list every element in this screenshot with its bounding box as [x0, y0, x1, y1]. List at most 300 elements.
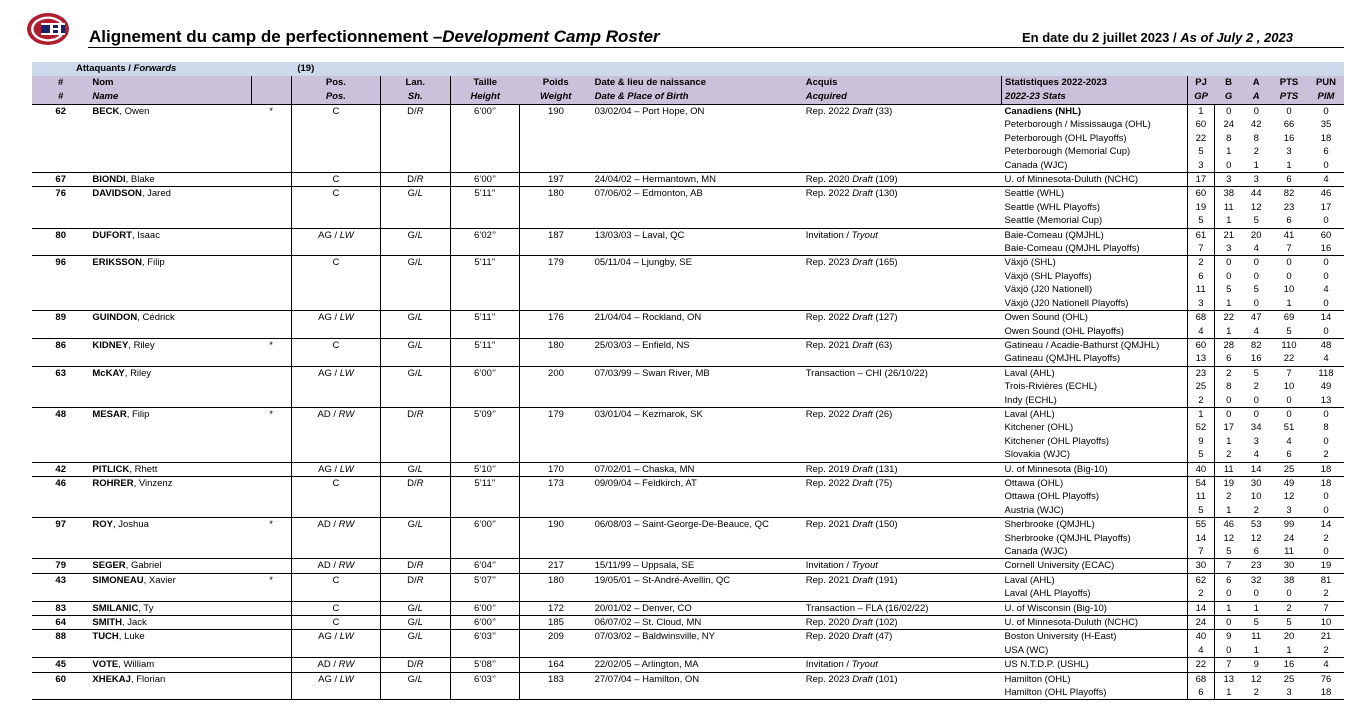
stat-pim [1308, 601, 1344, 615]
stat-pts-value: 22 [1283, 353, 1295, 365]
stat-team-line: Växjö (J20 Nationell) [1004, 284, 1093, 296]
player-first-name: Xavier [148, 574, 176, 586]
stat-a-value: 42 [1250, 119, 1262, 131]
name-separator: , [141, 188, 148, 200]
shoots-fr: G/ [407, 188, 418, 200]
acquired-italic: Draft [852, 673, 873, 685]
player-birth: 15/11/99 – Uppsala, SE [592, 559, 803, 573]
stat-team-line: Trois-Rivières (ECHL) [1004, 381, 1098, 393]
stat-pts-value: 49 [1283, 477, 1295, 489]
player-birth: 06/08/03 – Saint-George-De-Beauce, QC [592, 518, 803, 559]
player-acquired [803, 573, 1002, 601]
stat-gp-value: 5 [1198, 504, 1204, 516]
stat-a-value: 3 [1253, 435, 1259, 447]
stat-g [1215, 601, 1243, 615]
player-name [89, 601, 251, 615]
stat-pts [1270, 476, 1308, 517]
player-name [89, 187, 251, 228]
stat-g [1215, 462, 1243, 476]
acquired-plain: Rep. 2021 [805, 574, 853, 586]
stat-a-value: 4 [1253, 243, 1259, 255]
stat-team-line: Boston University (H-East) [1004, 631, 1117, 643]
acquired-italic: Tryout [851, 560, 878, 572]
player-stats-team [1002, 187, 1188, 228]
stat-g-value: 1 [1226, 325, 1232, 337]
stat-pts-value: 1 [1286, 644, 1292, 656]
player-first-name: Jared [147, 188, 171, 200]
player-birth: 07/02/01 – Chaska, MN [592, 462, 803, 476]
player-position [291, 518, 380, 559]
stat-gp [1187, 366, 1215, 407]
stat-gp-value: 11 [1195, 284, 1206, 296]
name-separator: , [133, 477, 139, 489]
acquired-tail: (75) [872, 477, 893, 489]
player-weight: 180 [520, 338, 592, 366]
player-height: 5’11’’ [450, 338, 520, 366]
player-row [32, 658, 1344, 672]
stat-a-value: 5 [1253, 284, 1259, 296]
stat-pim-value: 4 [1323, 284, 1329, 296]
name-separator: , [118, 659, 124, 671]
stat-pim-value: 0 [1323, 546, 1329, 557]
player-flag: * [251, 407, 291, 462]
column-header: A [1242, 76, 1270, 90]
stat-team-line: Kitchener (OHL) [1004, 422, 1074, 434]
player-birth: 09/09/04 – Feldkirch, AT [592, 476, 803, 517]
stat-gp-value: 61 [1195, 229, 1207, 241]
player-position [291, 559, 380, 573]
player-number: 63 [32, 366, 89, 407]
stat-team-line: US N.T.D.P. (USHL) [1004, 659, 1089, 671]
acquired-italic: Draft [852, 188, 873, 200]
stat-gp [1187, 616, 1215, 630]
roster-table [32, 62, 1344, 700]
stat-g-value: 11 [1223, 463, 1234, 475]
player-name [89, 338, 251, 366]
column-header: Poids [520, 76, 592, 90]
player-height: 5’11’’ [450, 256, 520, 311]
name-separator: , [118, 631, 125, 643]
acquired-italic: Draft [852, 257, 873, 269]
stat-g-value: 0 [1226, 617, 1232, 629]
player-last-name: MESAR [92, 408, 127, 420]
acquired-plain: Rep. 2020 [805, 617, 853, 629]
player-birth: 13/03/03 – Laval, QC [592, 228, 803, 256]
stat-a [1242, 311, 1270, 339]
shoots-en: R [416, 574, 424, 586]
player-birth: 19/05/01 – St-André-Avellin, QC [592, 573, 803, 601]
name-separator: , [128, 339, 134, 351]
shoots-fr: G/ [407, 617, 418, 629]
stat-pts-value: 3 [1286, 687, 1292, 699]
stat-a-value: 10 [1250, 491, 1262, 503]
stat-pim-value: 14 [1320, 519, 1332, 531]
acquired-plain: Rep. 2022 [805, 312, 853, 324]
player-number: 62 [32, 105, 89, 173]
stat-gp [1187, 105, 1215, 173]
stat-g-value: 0 [1226, 644, 1232, 656]
player-stats-team [1002, 573, 1188, 601]
player-row [32, 311, 1344, 339]
stat-gp-value: 40 [1195, 631, 1207, 643]
stat-pim [1308, 658, 1344, 672]
player-first-name: Filip [147, 257, 165, 269]
stat-team-line: Sherbrooke (QMJHL Playoffs) [1004, 532, 1131, 544]
stat-pts-value: 24 [1283, 532, 1295, 544]
player-height: 6’00’’ [450, 173, 520, 187]
stat-gp [1187, 658, 1215, 672]
stat-pts-value: 7 [1286, 367, 1292, 379]
stat-team-line: Växjö (J20 Nationell Playoffs) [1004, 297, 1129, 309]
stat-a [1242, 630, 1270, 658]
stat-pts-value: 0 [1286, 408, 1292, 420]
stat-pim [1308, 256, 1344, 311]
stat-gp-value: 2 [1198, 588, 1204, 600]
stat-pim-value: 118 [1318, 367, 1334, 379]
title-french: Alignement du camp de perfectionnement – [89, 27, 443, 46]
player-row [32, 518, 1344, 559]
stat-pts-value: 82 [1283, 188, 1295, 200]
stat-pts [1270, 228, 1308, 256]
stat-a-value: 6 [1253, 546, 1259, 557]
acquired-tail: (47) [872, 631, 893, 643]
stat-g-value: 0 [1226, 408, 1232, 420]
player-flag [251, 228, 291, 256]
section-count: (19) [251, 62, 450, 76]
player-row [32, 105, 1344, 173]
stat-team-line: Ottawa (OHL Playoffs) [1004, 491, 1100, 503]
player-row [32, 462, 1344, 476]
stat-a-value: 0 [1253, 408, 1259, 420]
stat-pim-value: 16 [1320, 243, 1332, 255]
player-last-name: ROY [92, 519, 113, 531]
shoots-fr: G/ [407, 673, 418, 685]
stat-team-line: Laval (AHL) [1004, 574, 1055, 586]
player-weight: 197 [520, 173, 592, 187]
stat-gp-value: 3 [1198, 297, 1204, 309]
player-stats-team [1002, 173, 1188, 187]
stat-pim-value: 48 [1320, 339, 1332, 351]
player-acquired [803, 311, 1002, 339]
stat-g [1215, 518, 1243, 559]
stat-team-line: U. of Minnesota-Duluth (NCHC) [1004, 617, 1139, 629]
shoots-en: R [416, 659, 424, 671]
column-header [251, 90, 291, 105]
stat-gp-value: 7 [1198, 546, 1204, 557]
stat-pts [1270, 311, 1308, 339]
stat-pts-value: 7 [1286, 243, 1292, 255]
acquired-plain: Transaction – CHI (26/10/22) [805, 367, 928, 379]
stat-pim-value: 0 [1323, 504, 1329, 516]
shoots-fr: G/ [407, 312, 418, 324]
stat-gp-value: 2 [1198, 394, 1204, 406]
stat-g [1215, 173, 1243, 187]
stat-a-value: 4 [1253, 325, 1259, 337]
stat-g-value: 0 [1226, 106, 1232, 117]
player-position: C [291, 338, 380, 366]
header-rule [88, 47, 1344, 48]
stat-g-value: 1 [1226, 297, 1232, 309]
shoots-fr: G/ [407, 463, 418, 475]
name-separator: , [125, 174, 131, 186]
stat-a-value: 53 [1250, 519, 1262, 531]
stat-pim [1308, 105, 1344, 173]
stat-gp-value: 14 [1195, 532, 1207, 544]
shoots-fr: G/ [407, 631, 418, 643]
player-shoots [380, 559, 450, 573]
name-separator: , [130, 673, 137, 685]
stat-a-value: 82 [1250, 339, 1262, 351]
acquired-plain: Rep. 2022 [805, 408, 853, 420]
stat-a-value: 5 [1253, 215, 1259, 227]
stat-team-line: Indy (ECHL) [1004, 394, 1057, 406]
player-row [32, 187, 1344, 228]
stat-pim-value: 4 [1323, 353, 1329, 365]
player-number: 83 [32, 601, 89, 615]
player-last-name: BIONDI [92, 174, 126, 186]
player-name [89, 173, 251, 187]
shoots-en: R [416, 560, 424, 572]
stat-pts-value: 0 [1286, 270, 1292, 282]
player-weight: 172 [520, 601, 592, 615]
player-number: 97 [32, 518, 89, 559]
acquired-plain: Invitation / [805, 659, 852, 671]
stat-pts-value: 66 [1283, 119, 1295, 131]
player-birth: 27/07/04 – Hamilton, ON [592, 672, 803, 700]
stat-pts [1270, 658, 1308, 672]
column-header [251, 76, 291, 90]
player-acquired [803, 476, 1002, 517]
stat-pts [1270, 601, 1308, 615]
player-number: 86 [32, 338, 89, 366]
acquired-tail: (150) [872, 519, 898, 531]
name-separator: , [121, 617, 128, 629]
player-flag [251, 601, 291, 615]
stat-pim-value: 13 [1320, 394, 1332, 406]
shoots-en: L [417, 631, 423, 643]
stat-pim [1308, 672, 1344, 700]
player-name [89, 105, 251, 173]
stat-gp-value: 19 [1195, 201, 1207, 213]
player-weight: 190 [520, 518, 592, 559]
player-number: 43 [32, 573, 89, 601]
stat-a [1242, 105, 1270, 173]
stat-a [1242, 228, 1270, 256]
stat-g-value: 24 [1223, 119, 1235, 131]
shoots-fr: G/ [407, 519, 418, 531]
column-header: PIM [1308, 90, 1344, 105]
player-shoots [380, 105, 450, 173]
player-name [89, 311, 251, 339]
column-header: PTS [1270, 76, 1308, 90]
stat-gp-value: 5 [1198, 215, 1204, 227]
player-shoots [380, 366, 450, 407]
name-separator: , [142, 257, 148, 269]
acquired-plain: Rep. 2023 [805, 257, 853, 269]
player-shoots [380, 518, 450, 559]
stat-gp-value: 30 [1195, 560, 1207, 572]
player-position [291, 658, 380, 672]
player-weight: 180 [520, 573, 592, 601]
stat-gp-value: 14 [1195, 602, 1207, 614]
stat-pts-value: 0 [1286, 106, 1292, 117]
stat-gp [1187, 228, 1215, 256]
player-acquired [803, 672, 1002, 700]
stat-a-value: 0 [1253, 394, 1259, 406]
stat-gp-value: 25 [1195, 381, 1207, 393]
stat-pim [1308, 338, 1344, 366]
player-shoots [380, 407, 450, 462]
player-last-name: TUCH [92, 631, 119, 643]
stat-gp-value: 52 [1195, 422, 1207, 434]
stat-gp [1187, 187, 1215, 228]
shoots-fr: D/ [407, 174, 417, 186]
player-row [32, 559, 1344, 573]
position-fr: AG / [318, 367, 340, 379]
stat-g-value: 0 [1226, 394, 1232, 406]
stat-g-value: 1 [1226, 435, 1232, 447]
stat-team-line: Laval (AHL Playoffs) [1004, 588, 1091, 600]
player-position [291, 407, 380, 462]
player-weight: 176 [520, 311, 592, 339]
player-weight: 200 [520, 366, 592, 407]
acquired-tail: (63) [872, 339, 893, 351]
stat-gp-value: 11 [1195, 491, 1206, 503]
stat-a-value: 2 [1253, 381, 1259, 393]
player-position: C [291, 256, 380, 311]
stat-pts-value: 2 [1286, 602, 1292, 614]
player-weight: 164 [520, 658, 592, 672]
player-flag: * [251, 338, 291, 366]
stat-gp [1187, 672, 1215, 700]
column-header: PUN [1308, 76, 1344, 90]
position-en: RW [338, 560, 355, 572]
stat-gp [1187, 407, 1215, 462]
shoots-en: L [417, 602, 423, 614]
stat-g-value: 7 [1226, 560, 1232, 572]
player-shoots [380, 187, 450, 228]
player-number: 76 [32, 187, 89, 228]
stat-gp-value: 60 [1195, 119, 1207, 131]
stat-a-value: 4 [1253, 449, 1259, 461]
player-weight: 173 [520, 476, 592, 517]
stat-g-value: 1 [1226, 146, 1232, 158]
section-label: Attaquants / Forwards [32, 62, 251, 76]
player-last-name: KIDNEY [92, 339, 129, 351]
stat-a [1242, 616, 1270, 630]
player-position [291, 672, 380, 700]
player-shoots [380, 228, 450, 256]
player-acquired [803, 462, 1002, 476]
player-shoots [380, 658, 450, 672]
stat-g-value: 22 [1223, 312, 1235, 324]
player-number: 45 [32, 658, 89, 672]
player-stats-team [1002, 672, 1188, 700]
player-birth: 03/01/04 – Kezmarok, SK [592, 407, 803, 462]
acquired-italic: Draft [852, 312, 873, 324]
player-row [32, 601, 1344, 615]
as-of-date [1022, 30, 1293, 45]
stat-a-value: 14 [1250, 463, 1262, 475]
column-header: Nom [89, 76, 251, 90]
stat-pim-value: 76 [1320, 673, 1332, 685]
stat-pts-value: 51 [1283, 422, 1295, 434]
player-last-name: ROHRER [92, 477, 134, 489]
stat-pim-value: 4 [1323, 174, 1329, 186]
acquired-plain: Transaction – FLA (16/02/22) [805, 602, 929, 614]
stat-gp-value: 4 [1198, 325, 1204, 337]
stat-g-value: 3 [1226, 243, 1232, 255]
player-stats-team [1002, 105, 1188, 173]
shoots-fr: D/ [407, 477, 417, 489]
acquired-italic: Draft [852, 106, 873, 117]
stat-pts [1270, 338, 1308, 366]
player-flag [251, 559, 291, 573]
stat-g [1215, 256, 1243, 311]
player-shoots [380, 173, 450, 187]
player-row [32, 630, 1344, 658]
column-header: B [1215, 76, 1243, 90]
stat-pim [1308, 559, 1344, 573]
player-stats-team [1002, 228, 1188, 256]
player-last-name: PITLICK [92, 463, 130, 475]
stat-pim [1308, 311, 1344, 339]
stat-pim [1308, 228, 1344, 256]
player-shoots [380, 616, 450, 630]
stat-g-value: 1 [1226, 504, 1232, 516]
stat-g-value: 28 [1223, 339, 1235, 351]
stat-a [1242, 187, 1270, 228]
position-fr: AD / [317, 408, 339, 420]
player-weight: 217 [520, 559, 592, 573]
stat-a-value: 32 [1250, 574, 1262, 586]
shoots-fr: G/ [407, 602, 418, 614]
shoots-en: R [416, 106, 424, 117]
stat-pim-value: 0 [1323, 270, 1329, 282]
player-first-name: Cédrick [142, 312, 175, 324]
stat-pts-value: 6 [1286, 449, 1292, 461]
stat-g-value: 6 [1226, 574, 1232, 586]
player-flag [251, 616, 291, 630]
position-en: LW [339, 367, 354, 379]
stat-pts-value: 110 [1281, 339, 1297, 351]
player-first-name: Vinzenz [138, 477, 173, 489]
stat-g [1215, 407, 1243, 462]
stat-pts-value: 6 [1286, 174, 1292, 186]
stat-team-line: Canada (WJC) [1004, 546, 1068, 557]
player-acquired [803, 173, 1002, 187]
stat-team-line: Seattle (Memorial Cup) [1004, 215, 1103, 227]
stat-gp-value: 24 [1195, 617, 1207, 629]
player-flag [251, 173, 291, 187]
stat-g [1215, 311, 1243, 339]
stat-pim-value: 46 [1320, 188, 1332, 200]
stat-team-line: Sherbrooke (QMJHL) [1004, 519, 1095, 531]
stat-pts [1270, 573, 1308, 601]
stat-pts-value: 16 [1283, 659, 1295, 671]
column-header: Height [450, 90, 520, 105]
stat-pim-value: 0 [1323, 297, 1329, 309]
player-first-name: Ty [143, 602, 154, 614]
stat-a-value: 34 [1250, 422, 1262, 434]
stat-a-value: 30 [1250, 477, 1262, 489]
player-birth: 24/04/02 – Hermantown, MN [592, 173, 803, 187]
player-name [89, 672, 251, 700]
column-header: Date & Place of Birth [592, 90, 803, 105]
player-height: 5’11’’ [450, 311, 520, 339]
stat-pim-value: 0 [1323, 435, 1329, 447]
stat-gp-value: 55 [1195, 519, 1207, 531]
